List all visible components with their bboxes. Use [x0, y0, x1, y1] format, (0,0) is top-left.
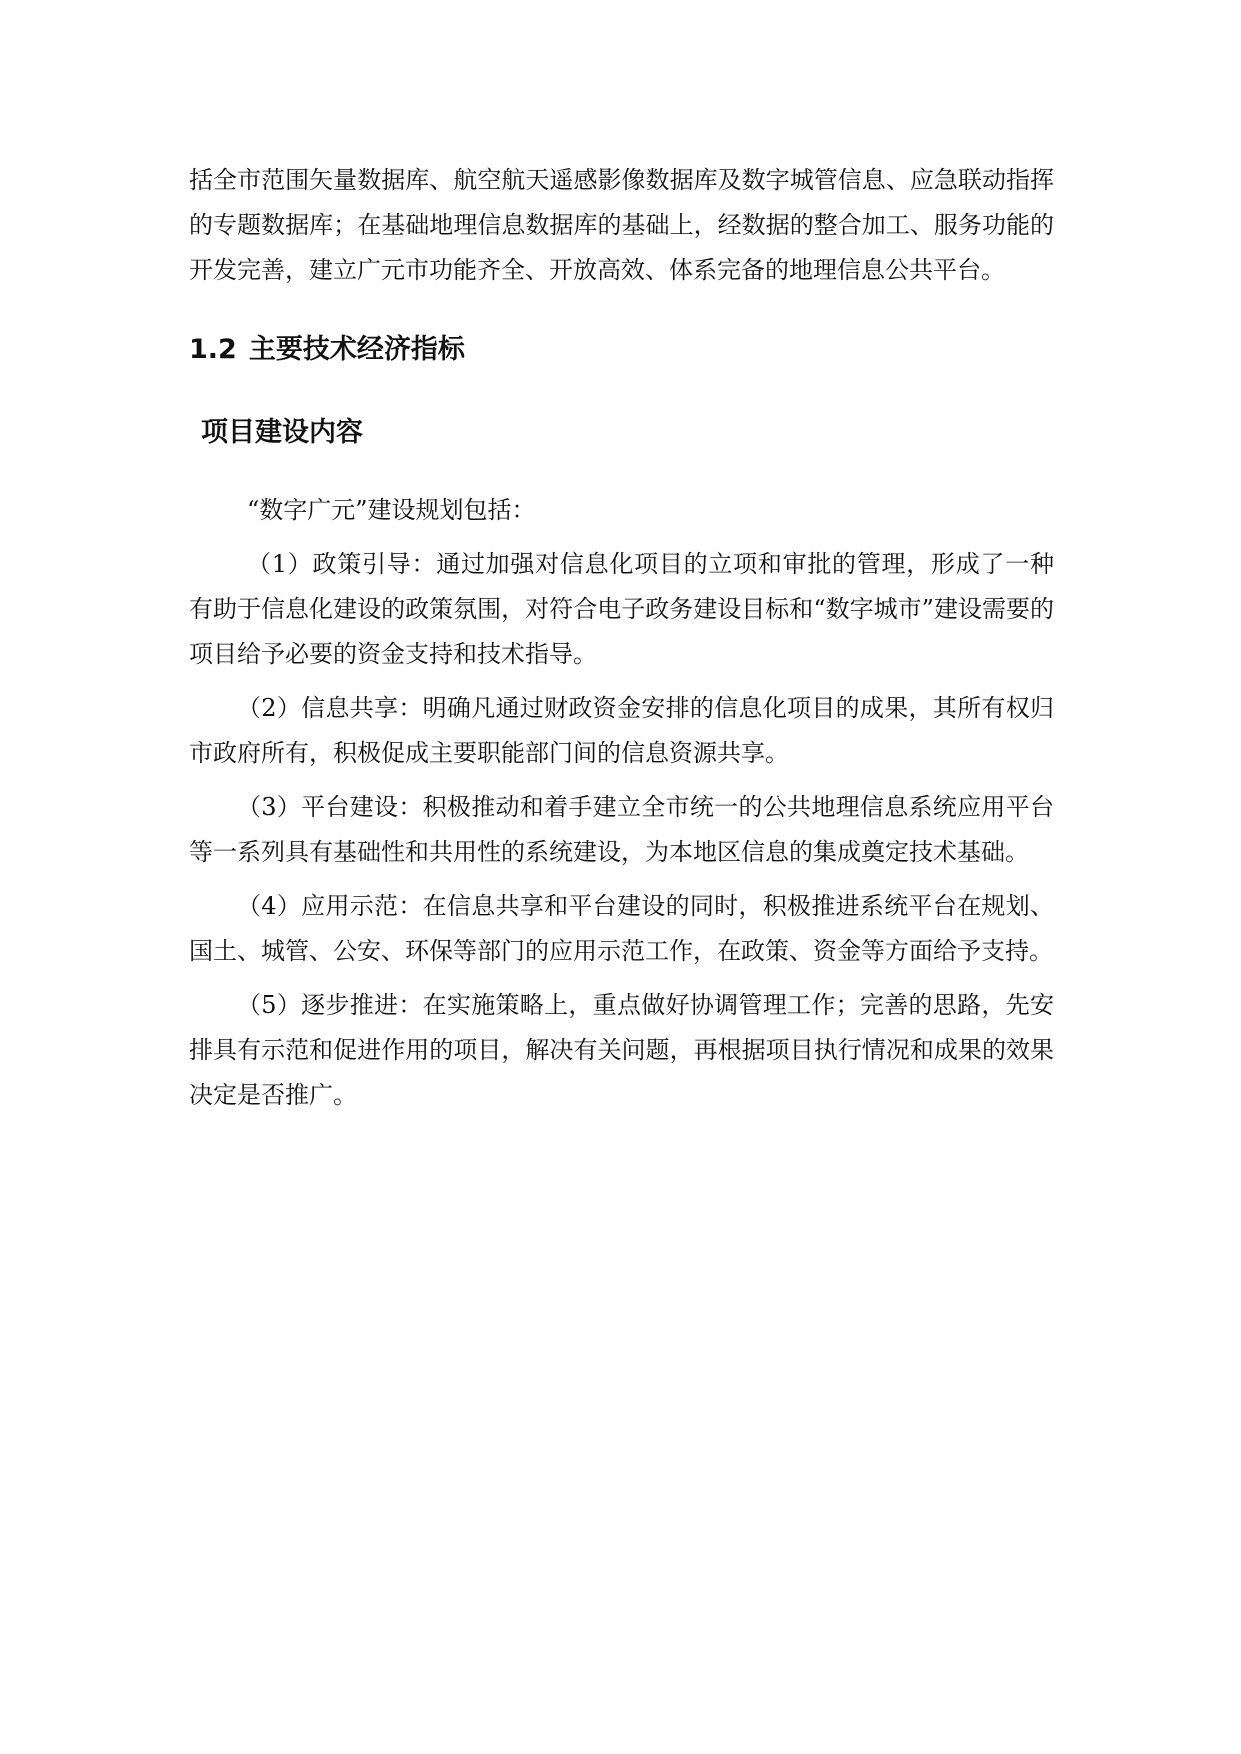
list-item: （3）平台建设：积极推动和着手建立全市统一的公共地理信息系统应用平台等一系列具有基础性和共用性的系统建设，为本地区信息的集成奠定技术基础。 [189, 793, 1054, 866]
list-item: （1）政策引导：通过加强对信息化项目的立项和审批的管理，形成了一种有助于信息化建设的政策氛围，对符合电子政务建设目标和“数字城市”建设需要的项目给予必要的资金支持和技术指导。 [189, 550, 1054, 668]
lead-sentence: “数字广元”建设规划包括： [247, 496, 536, 524]
list-item: （2）信息共享：明确凡通过财政资金安排的信息化项目的成果，其所有权归市政府所有，积极促成主要职能部门间的信息资源共享。 [189, 694, 1054, 767]
page-body [189, 158, 1054, 1118]
list-item: （5）逐步推进：在实施策略上，重点做好协调管理工作；完善的思路，先安排具有示范和促进作用的项目，解决有关问题，再根据项目执行情况和成果的效果决定是否推广。 [189, 991, 1054, 1109]
list-item: （4）应用示范：在信息共享和平台建设的同时，积极推进系统平台在规划、国土、城管、公安、环保等部门的应用示范工作，在政策、资金等方面给予支持。 [189, 892, 1054, 965]
section-number: 1.2 [189, 334, 237, 365]
section-heading [189, 330, 1054, 370]
subsection-heading: 项目建设内容 [201, 417, 363, 448]
intro-paragraph: 括全市范围矢量数据库、航空航天遥感影像数据库及数字城管信息、应急联动指挥的专题数据库；在基础地理信息数据库的基础上，经数据的整合加工、服务功能的开发完善，建立广元市功能齐全、开放高效、体系完备的地理信息公共平台。 [189, 166, 1054, 284]
section-title: 主要技术经济指标 [248, 334, 465, 365]
